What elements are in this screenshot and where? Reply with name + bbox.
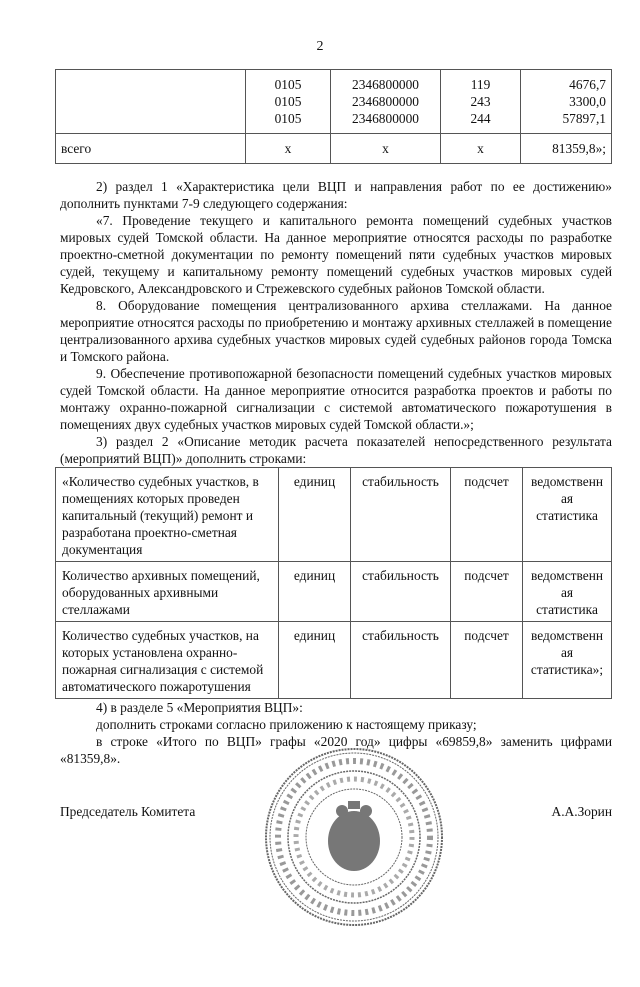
cell: 81359,8»; bbox=[521, 134, 612, 164]
cell: x bbox=[331, 134, 441, 164]
paragraph-item-7: «7. Проведение текущего и капитального ремонта помещений судебных участков мировых судей Томской области. На данное мероприятие относятся расходы по разработке проектно-сметной документации по ремонту помещений пяти судебных участков мировых судей, текущему и капитальному ремонту помещений судебных участков мировых судей Кедровского, Александровского и Стрежевского судебных районов Томской области. bbox=[60, 213, 612, 296]
trend: стабильность bbox=[351, 468, 451, 562]
official-seal bbox=[262, 745, 446, 929]
page-number: 2 bbox=[316, 39, 324, 54]
cell: 0105 bbox=[274, 111, 302, 126]
paragraph-4b: в строке «Итого по ВЦП» графы «2020 год» цифры «69859,8» заменить цифрами «81359,8». bbox=[60, 734, 612, 766]
cell: 2346800000 bbox=[352, 111, 419, 126]
source: ведомственная статистика bbox=[523, 562, 612, 622]
table-row bbox=[56, 622, 612, 699]
section-codes bbox=[246, 70, 331, 134]
cell: 2346800000 bbox=[352, 77, 419, 92]
paragraph-3: 3) раздел 2 «Описание методик расчета показателей непосредственного результата (мероприятий ВЦП)» дополнить строками: bbox=[60, 434, 612, 466]
unit: единиц bbox=[279, 622, 351, 699]
table-row bbox=[56, 468, 612, 562]
source: ведомственная статистика bbox=[523, 468, 612, 562]
table-row bbox=[56, 70, 612, 134]
paragraph-4: 4) в разделе 5 «Мероприятия ВЦП»: bbox=[96, 700, 303, 715]
cell: x bbox=[246, 134, 331, 164]
signatory-name: А.А.Зорин bbox=[551, 804, 612, 819]
type-codes bbox=[441, 70, 521, 134]
table-row bbox=[56, 562, 612, 622]
unit: единиц bbox=[279, 562, 351, 622]
cell: x bbox=[441, 134, 521, 164]
table-row-total bbox=[56, 134, 612, 164]
indicators-table bbox=[55, 467, 612, 699]
unit: единиц bbox=[279, 468, 351, 562]
cell: 57897,1 bbox=[562, 111, 606, 126]
cell: 119 bbox=[470, 77, 491, 92]
budget-table bbox=[55, 69, 612, 164]
method: подсчет bbox=[451, 468, 523, 562]
source: ведомственная статистика»; bbox=[523, 622, 612, 699]
signature-block bbox=[60, 797, 612, 947]
signatory-title: Председатель Комитета bbox=[60, 804, 196, 819]
cell: 4676,7 bbox=[569, 77, 606, 92]
cell: 0105 bbox=[274, 94, 302, 109]
coat-of-arms-icon bbox=[328, 801, 380, 871]
paragraph-item-8: 8. Оборудование помещения централизованного архива стеллажами. На данное мероприятие относятся расходы по приобретению и монтажу архивных стеллажей в помещение централизованного архива судебных участков мировых судей судебных районов города Томска и Томского района. bbox=[60, 298, 612, 364]
cell: 3300,0 bbox=[569, 94, 606, 109]
amounts bbox=[521, 70, 612, 134]
indicator-name: Количество судебных участков, на которых установлена охранно-пожарная сигнализация с системой автоматического пожаротушения bbox=[56, 622, 279, 699]
paragraph-2: 2) раздел 1 «Характеристика цели ВЦП и направления работ по ее достижению» дополнить пунктами 7-9 следующего содержания: bbox=[60, 179, 612, 211]
trend: стабильность bbox=[351, 622, 451, 699]
cell: 243 bbox=[470, 94, 491, 109]
target-codes bbox=[331, 70, 441, 134]
method: подсчет bbox=[451, 562, 523, 622]
row-label: всего bbox=[56, 134, 246, 164]
paragraph-item-9: 9. Обеспечение противопожарной безопасности помещений судебных участков мировых судей Томской области. На данное мероприятие относится разработка проектов и работы по монтажу охранно-пожарной сигнализации с системой автоматического пожаротушения в помещениях двух судебных участков мировых судей Томской области.»; bbox=[60, 366, 612, 432]
cell: 244 bbox=[470, 111, 491, 126]
trend: стабильность bbox=[351, 562, 451, 622]
indicator-name: Количество архивных помещений, оборудованных архивными стеллажами bbox=[56, 562, 279, 622]
cell: 2346800000 bbox=[352, 94, 419, 109]
method: подсчет bbox=[451, 622, 523, 699]
row-label bbox=[56, 70, 246, 134]
cell: 0105 bbox=[274, 77, 302, 92]
paragraph-4a: дополнить строками согласно приложению к настоящему приказу; bbox=[96, 717, 477, 732]
indicator-name: «Количество судебных участков, в помещениях которых проведен капитальный (текущий) ремонт и разработана проектно-сметная документация bbox=[56, 468, 279, 562]
